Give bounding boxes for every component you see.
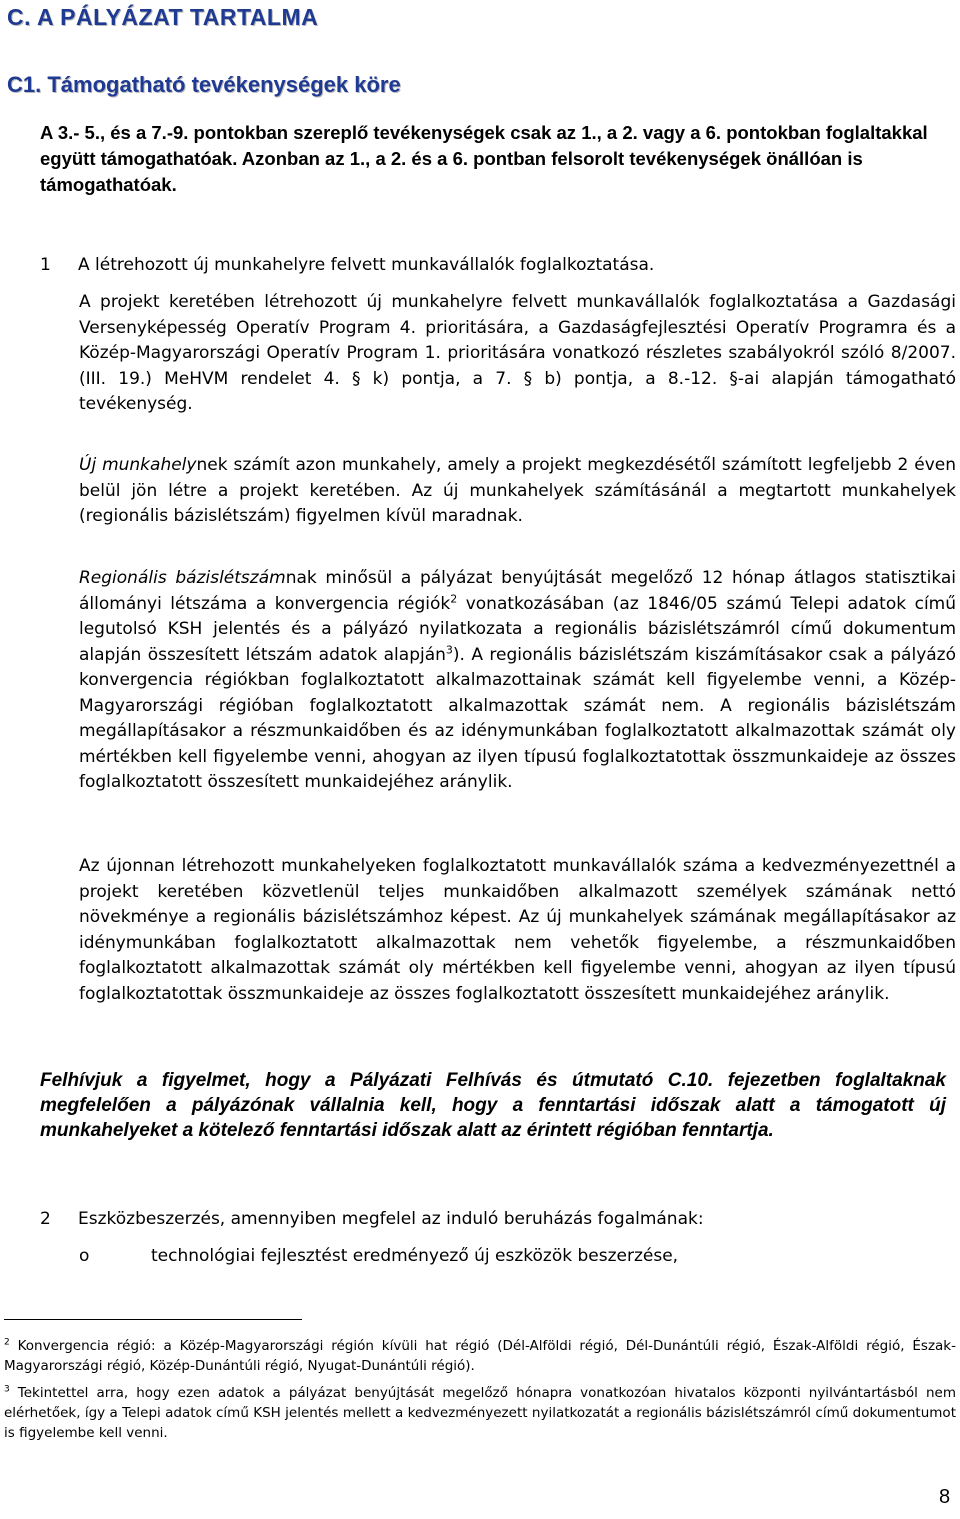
paragraph-text: vonatkozásában (az 1846/05 számú Telepi adatok című legutolsó KSH jelentés és a pályázó nyilatkozata a regionális bázislétszámról című dokumentum alapján összesített létszám adatok alapján (79, 593, 956, 665)
sub-list-item (79, 1244, 678, 1269)
list-item-1 (40, 253, 654, 278)
page-heading: C. A PÁLYÁZAT TARTALMA (7, 4, 319, 30)
list-item-2 (40, 1207, 704, 1232)
footnote-ref-2[interactable]: 2 (450, 591, 458, 605)
footnote-ref-3[interactable]: 3 (445, 642, 453, 656)
list-item-text: A létrehozott új munkahelyre felvett munkavállalók foglalkoztatása. (78, 255, 655, 275)
list-item-number: 2 (40, 1209, 51, 1229)
warning-notice: Felhívjuk a figyelmet, hogy a Pályázati Felhívás és útmutató C.10. fejezetben foglaltaknak megfelelően a pályázónak vállalnia kell, hogy a fenntartási időszak alatt a támogatott új munkahelyeket a kötelező fenntartási időszak alatt az érintett régióban fenntartja. (40, 1070, 946, 1141)
paragraph-text: nak minősül a pályázat benyújtását megelőző 12 hónap átlagos statisztikai állományi létszáma a konvergencia régiók (79, 568, 957, 614)
section-heading: C1. Támogatható tevékenységek köre (7, 72, 401, 97)
term-regional-base: Regionális bázislétszám (79, 568, 286, 588)
paragraph-legal-basis: A projekt keretében létrehozott új munkahelyre felvett munkavállalók foglalkoztatása a Gazdasági Versenyképesség Operatív Program 4. prioritására, a Gazdaságfejlesztési Operatív Programra és a Közép-Magyarországi Operatív Program 1. prioritására vonatkozó részletes szabályokról szóló 8/2007. (III. 19.) MeHVM rendelet 4. § k) pontja, a 7. § b) pontja, a 8.-12. §-ai alapján támogatható tevékenység. (79, 292, 956, 414)
footnote-text: Konvergencia régió: a Közép-Magyarországi régión kívüli hat régió (Dél-Alföldi régió, Dél-Dunántúli régió, Észak-Alföldi régió, Észak-Magyarországi régió, Közép-Dunántúli régió, Nyugat-Dunántúli régió). (4, 1338, 956, 1374)
paragraph-text: ). A regionális bázislétszám kiszámításakor csak a pályázó konvergencia régiókban foglalkoztatott alkalmazottainak számát kell figyelembe venni, a Közép-Magyarországi régióban foglalkoztatott alkalmazottak számát nem. A regionális bázislétszám megállapításakor a részmunkaidőben és az idénymunkában foglalkoztatott alkalmazottak számát oly mértékben kell figyelembe venni, ahogyan az ilyen típusú foglalkoztatottak összmunkaideje az összes foglalkoztatott összesített munkaidejéhez aránylik. (79, 644, 956, 792)
footnote-3 (4, 1383, 956, 1443)
term-new-job: Új munkahely (79, 455, 197, 475)
footnote-separator (4, 1319, 302, 1320)
paragraph-regional-base-headcount (79, 566, 956, 796)
intro-paragraph: A 3.- 5., és a 7.-9. pontokban szereplő tevékenységek csak az 1., a 2. vagy a 6. pontokban foglaltakkal együtt támogathatóak. Azonban az 1., a 2. és a 6. pontban felsorolt tevékenységek önállóan is támogathatóak. (40, 122, 928, 195)
list-item-number: 1 (40, 255, 51, 275)
footnote-mark: 3 (4, 1384, 10, 1395)
sub-list-item-text: technológiai fejlesztést eredményező új eszközök beszerzése, (151, 1246, 679, 1266)
paragraph-new-job-definition (79, 453, 956, 530)
footnote-mark: 2 (4, 1337, 10, 1348)
paragraph-headcount-calculation: Az újonnan létrehozott munkahelyeken foglalkoztatott munkavállalók száma a kedvezményezettnél a projekt keretében közvetlenül teljes munkaidőben alkalmazott személyek számának nettó növekménye a regionális bázislétszámhoz képest. Az új munkahelyek számának megállapításakor az idénymunkában foglalkoztatott alkalmazottak nem vehetők figyelembe, a részmunkaidőben foglalkoztatott alkalmazottak számát oly mértékben kell figyelembe venni, ahogyan az ilyen típusú foglalkoztatottak összmunkaideje az összes foglalkoztatott összesített munkaidejéhez aránylik. (79, 856, 956, 1004)
footnote-2 (4, 1336, 956, 1376)
page-number: 8 (939, 1486, 951, 1508)
bullet-icon: o (79, 1246, 90, 1266)
list-item-text: Eszközbeszerzés, amennyiben megfelel az induló beruházás fogalmának: (78, 1209, 704, 1229)
paragraph-text: nek számít azon munkahely, amely a projekt megkezdésétől számított legfeljebb 2 éven belül jön létre a projekt keretében. Az új munkahelyek számításánál a megtartott munkahelyek (regionális bázislétszám) figyelmen kívül maradnak. (79, 455, 956, 526)
footnote-text: Tekintettel arra, hogy ezen adatok a pályázat benyújtását megelőző hónapra vonatkozóan hivatalos központi nyilvántartásból nem elérhetőek, így a Telepi adatok című KSH jelentés mellett a kedvezményezett nyilatkozatát a regionális bázislétszámról című dokumentumot is figyelembe kell venni. (4, 1385, 956, 1441)
